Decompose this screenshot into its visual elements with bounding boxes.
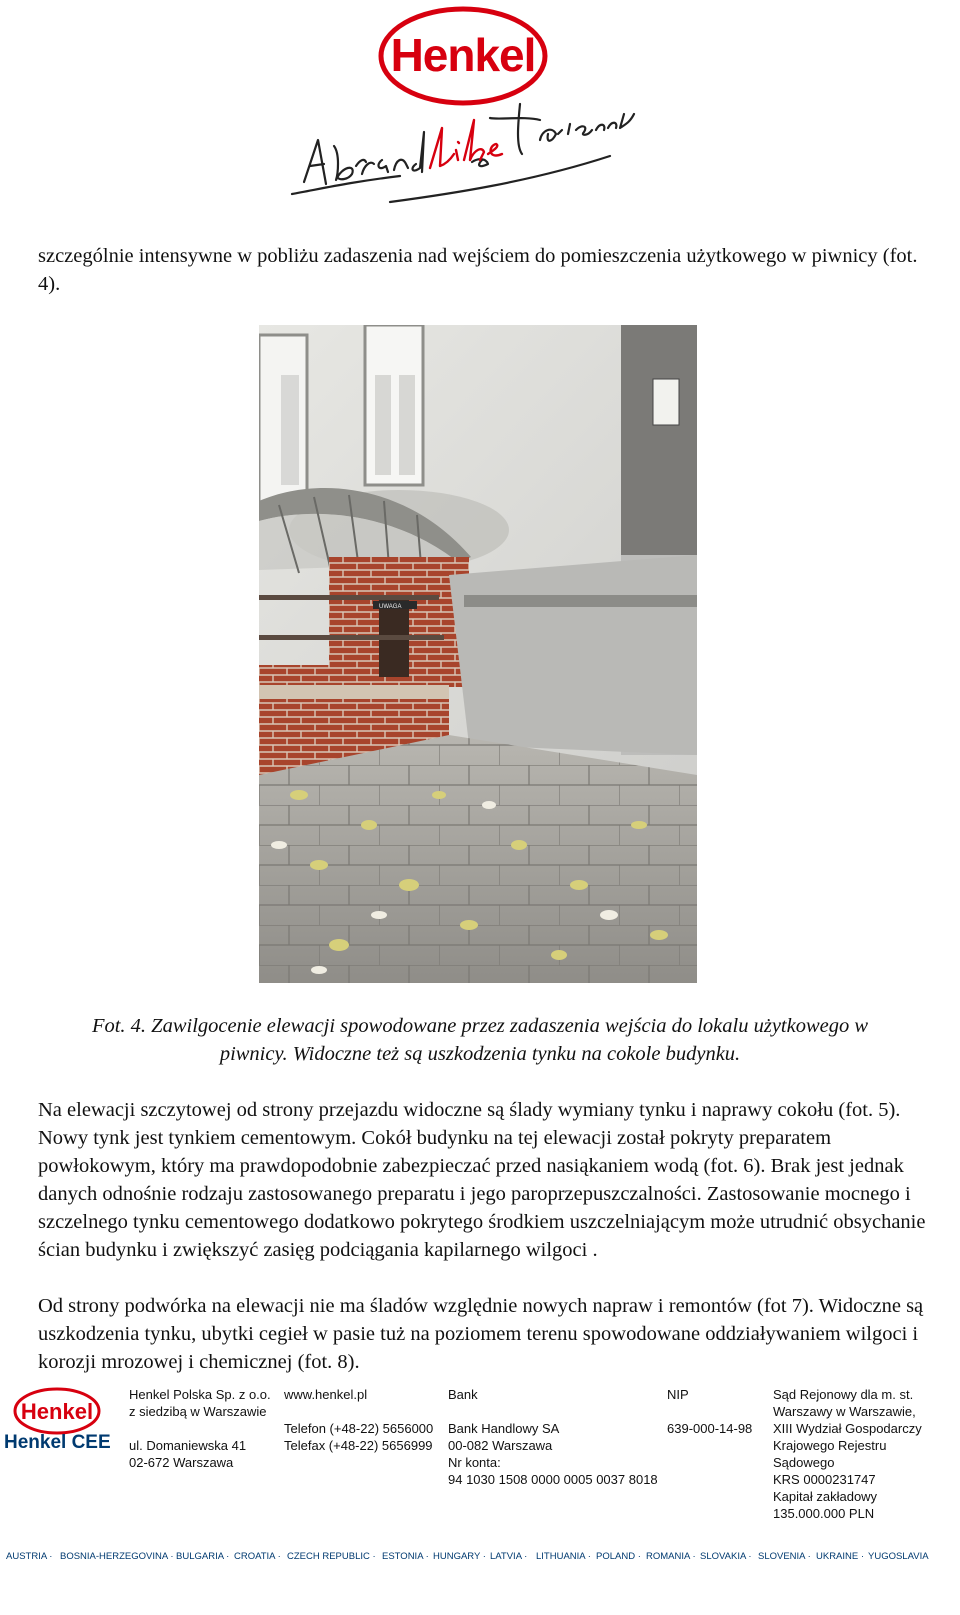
court-line: XIII Wydział Gospodarczy [773,1421,922,1436]
paragraph-gable-elevation: Na elewacji szczytowej od strony przejazdu widoczne są ślady wymiany tynku i naprawy cokołu (fot. 5). Nowy tynk jest tynkiem cementowym. Cokół budynku na tej elewacji został pokryty preparatem powłokowym, który ma prawdopodobnie zabezpieczać przed nasiąkaniem wodą (fot. 6). Brak jest jednak danych odnośnie rodzaju zastosowanego preparatu i jego paroprzepuszczalności. Zastosowanie mocnego i szczelnego tynku cementowego dodatkowo pokrytego środkiem uszczelniającym może utrudnić obsychanie ścian budynku i zwiększyć zasięg podciągania kapilarnego wilgoci . [38,1099,926,1261]
henkel-footer-logo-text: Henkel [20,1399,94,1424]
footer-contact-column [284,1386,433,1454]
fax-line: Telefax (+48-22) 5656999 [284,1438,433,1453]
bank-line: 00-082 Warszawa [448,1438,553,1453]
court-line: Kapitał zakładowy [773,1489,878,1504]
footer-bank-column [448,1386,658,1488]
court-line: Krajowego Rejestru [773,1438,887,1453]
share-capital: 135.000.000 PLN [773,1506,875,1521]
footer-company-column [129,1386,271,1471]
paragraph-intro: szczególnie intensywne w pobliżu zadaszenia nad wejściem do pomieszczenia użytkowego w piwnicy (fot. 4). [38,245,918,295]
photo-sign-text: UWAGA [379,604,402,610]
brand-tagline-text [290,4,291,5]
country-item: CROATIA · [234,1551,281,1562]
footer-nip-column [667,1386,752,1437]
bank-account-number: 94 1030 1508 0000 0005 0037 8018 [448,1472,658,1487]
company-line [129,1420,271,1437]
footer-court-column [773,1386,922,1522]
country-item: BOSNIA-HERZEGOVINA · [60,1551,174,1562]
country-item: BULGARIA · [176,1551,230,1562]
company-line: z siedzibą w Warszawie [129,1404,267,1419]
phone-line: Telefon (+48-22) 5656000 [284,1421,434,1436]
contact-line [284,1403,433,1420]
company-line: Henkel Polska Sp. z o.o. [129,1387,271,1402]
country-item: LITHUANIA · [536,1551,591,1562]
country-item: SLOVAKIA · [700,1551,752,1562]
country-item: LATVIA · [490,1551,528,1562]
website-link[interactable]: www.henkel.pl [284,1387,368,1402]
bank-line: Bank Handlowy SA [448,1421,560,1436]
company-line: ul. Domaniewska 41 [129,1438,247,1453]
country-item: POLAND · [596,1551,641,1562]
henkel-header-logo [290,4,640,214]
country-item: AUSTRIA · [6,1551,53,1562]
photo-illustration [259,325,697,983]
nip-line [667,1403,752,1420]
building-facade-photo [259,325,697,983]
country-item: HUNGARY · [433,1551,486,1562]
letterhead-footer [0,1380,960,1615]
bank-line: Nr konta: [448,1455,501,1470]
bank-line [448,1403,658,1420]
photo-caption: Fot. 4. Zawilgocenie elewacji spowodowane przez zadaszenia wejścia do lokalu użytkowego w piwnicy. Widoczne też są uszkodzenia tynku na cokole budynku. [91,1015,869,1065]
country-item: UKRAINE · [816,1551,865,1562]
henkel-cee-label: Henkel CEE [4,1432,111,1453]
paragraph-yard-elevation: Od strony podwórka na elewacji nie ma śladów względnie nowych napraw i remontów (fot 7). Widoczne są uszkodzenia tynku, ubytki cegieł w pasie tuż na poziomem terenu spowodowane oddziaływaniem wilgoci i korozji mrozowej i chemicznej (fot. 8). [38,1295,924,1373]
country-item: ESTONIA · [382,1551,429,1562]
country-strip [0,1548,960,1566]
krs-number: KRS 0000231747 [773,1472,876,1487]
company-line: 02-672 Warszawa [129,1455,234,1470]
nip-number: 639-000-14-98 [667,1421,753,1436]
country-item: SLOVENIA · [758,1551,811,1562]
court-line: Warszawy w Warszawie, [773,1404,916,1419]
country-item: CZECH REPUBLIC · [287,1551,376,1562]
brand-tagline-script [290,94,640,214]
country-item: ROMANIA · [646,1551,696,1562]
henkel-logo-text: Henkel [390,29,536,81]
bank-line: Bank [448,1387,478,1402]
court-line: Sądowego [773,1455,835,1470]
country-item: YUGOSLAVIA [868,1551,929,1562]
nip-label: NIP [667,1387,689,1402]
court-line: Sąd Rejonowy dla m. st. [773,1387,914,1402]
